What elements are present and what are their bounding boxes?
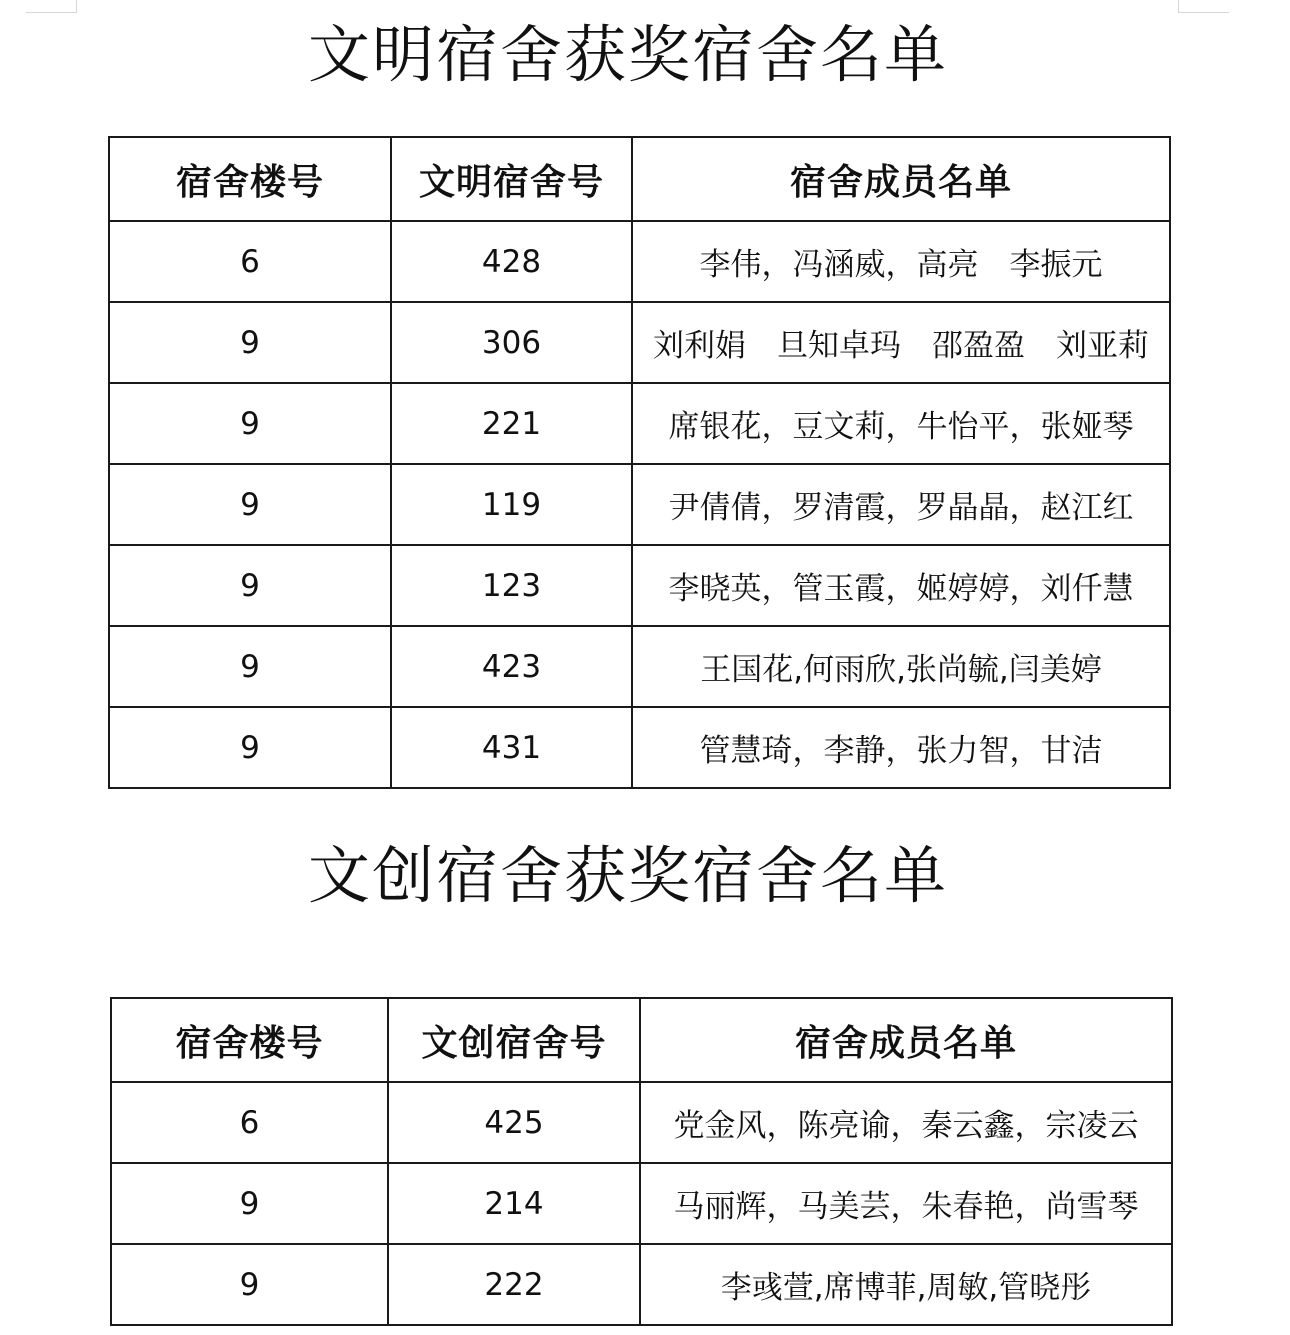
dorm-no-cell: 123 xyxy=(391,545,632,626)
civilized-dorm-title: 文明宿舍获奖宿舍名单 xyxy=(307,18,948,91)
header-members: 宿舍成员名单 xyxy=(640,998,1172,1082)
members-cell: 席银花，豆文莉，牛怡平，张娅琴 xyxy=(632,383,1170,464)
dorm-no-cell: 222 xyxy=(388,1244,640,1325)
table-row xyxy=(109,707,1170,788)
members-cell: 刘利娟 旦知卓玛 邵盈盈 刘亚莉 xyxy=(632,302,1170,383)
members-cell: 马丽辉，马美芸，朱春艳，尚雪琴 xyxy=(640,1163,1172,1244)
dorm-no-cell: 306 xyxy=(391,302,632,383)
dorm-no-cell: 428 xyxy=(391,221,632,302)
dorm-no-cell: 214 xyxy=(388,1163,640,1244)
building-no-cell: 9 xyxy=(109,626,391,707)
members-cell: 李伟，冯涵威，高亮 李振元 xyxy=(632,221,1170,302)
table-row xyxy=(111,1163,1172,1244)
dorm-no-cell: 423 xyxy=(391,626,632,707)
members-cell: 党金风，陈亮谕，秦云鑫，宗凌云 xyxy=(640,1082,1172,1163)
table-row xyxy=(109,545,1170,626)
building-no-cell: 9 xyxy=(111,1244,388,1325)
building-no-cell: 9 xyxy=(109,464,391,545)
members-cell: 李彧萱,席博菲,周敏,管晓彤 xyxy=(640,1244,1172,1325)
header-dorm-no: 文创宿舍号 xyxy=(388,998,640,1082)
table-header-row xyxy=(109,137,1170,221)
table-row xyxy=(109,383,1170,464)
building-no-cell: 6 xyxy=(109,221,391,302)
table-row xyxy=(109,626,1170,707)
table-header-row xyxy=(111,998,1172,1082)
dorm-no-cell: 431 xyxy=(391,707,632,788)
header-building-no: 宿舍楼号 xyxy=(111,998,388,1082)
page-corner-mark-right xyxy=(1178,0,1229,13)
header-building-no: 宿舍楼号 xyxy=(109,137,391,221)
dorm-no-cell: 425 xyxy=(388,1082,640,1163)
header-members: 宿舍成员名单 xyxy=(632,137,1170,221)
creative-dorm-title: 文创宿舍获奖宿舍名单 xyxy=(307,839,948,912)
members-cell: 管慧琦，李静，张力智，甘洁 xyxy=(632,707,1170,788)
header-dorm-no: 文明宿舍号 xyxy=(391,137,632,221)
building-no-cell: 9 xyxy=(109,383,391,464)
members-cell: 王国花,何雨欣,张尚毓,闫美婷 xyxy=(632,626,1170,707)
building-no-cell: 9 xyxy=(109,302,391,383)
building-no-cell: 9 xyxy=(109,707,391,788)
table-row xyxy=(111,1082,1172,1163)
dorm-no-cell: 119 xyxy=(391,464,632,545)
table-row xyxy=(109,464,1170,545)
civilized-dorm-table xyxy=(108,136,1171,789)
building-no-cell: 6 xyxy=(111,1082,388,1163)
table-row xyxy=(109,221,1170,302)
building-no-cell: 9 xyxy=(109,545,391,626)
dorm-no-cell: 221 xyxy=(391,383,632,464)
building-no-cell: 9 xyxy=(111,1163,388,1244)
members-cell: 尹倩倩，罗清霞，罗晶晶，赵江红 xyxy=(632,464,1170,545)
page-corner-mark-left xyxy=(26,0,77,13)
table-row xyxy=(111,1244,1172,1325)
table-row xyxy=(109,302,1170,383)
members-cell: 李晓英，管玉霞，姬婷婷，刘仟慧 xyxy=(632,545,1170,626)
creative-dorm-table xyxy=(110,997,1173,1326)
